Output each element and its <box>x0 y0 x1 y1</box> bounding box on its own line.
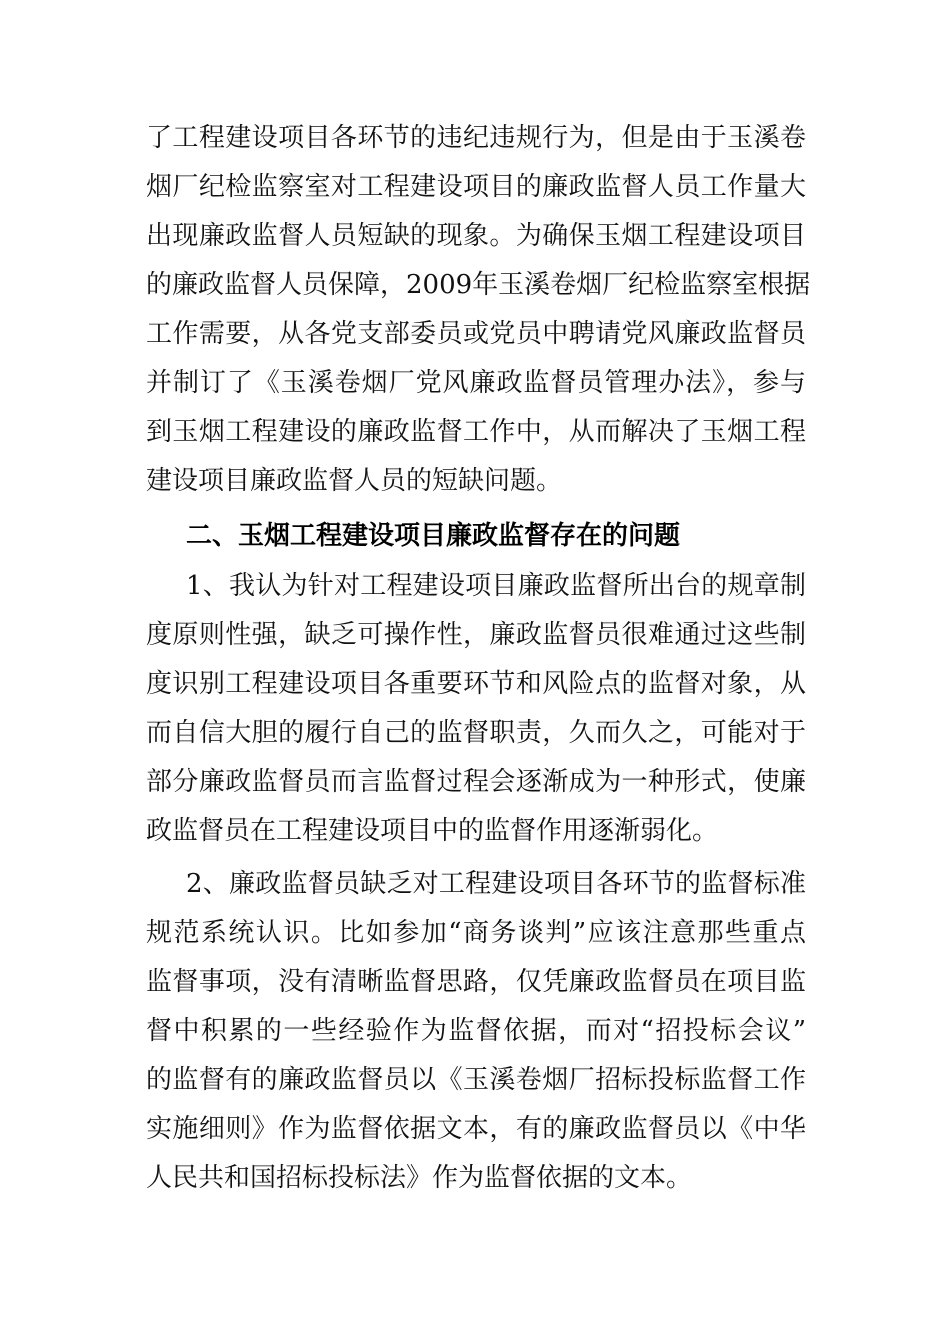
text-line: 出现廉政监督人员短缺的现象。为确保玉烟工程建设项目 <box>146 221 806 251</box>
text-line: 监督事项，没有清晰监督思路，仅凭廉政监督员在项目监 <box>146 967 806 997</box>
text-line: 规范系统认识。比如参加“商务谈判”应该注意那些重点 <box>146 918 806 948</box>
text-line: 的廉政监督人员保障，2009年玉溪卷烟厂纪检监察室根据 <box>146 270 811 300</box>
text-line: 政监督员在工程建设项目中的监督作用逐渐弱化。 <box>146 816 719 846</box>
text-line: 建设项目廉政监督人员的短缺问题。 <box>146 466 563 496</box>
text-line: 度识别工程建设项目各重要环节和风险点的监督对象，从 <box>146 669 806 699</box>
section-heading: 二、玉烟工程建设项目廉政监督存在的问题 <box>186 521 681 551</box>
text-line: 部分廉政监督员而言监督过程会逐渐成为一种形式，使廉 <box>146 767 806 797</box>
text-line: 而自信大胆的履行自己的监督职责，久而久之，可能对于 <box>146 718 806 748</box>
text-line: 人民共和国招标投标法》作为监督依据的文本。 <box>146 1163 693 1193</box>
text-line: 工作需要，从各党支部委员或党员中聘请党风廉政监督员 <box>146 319 806 349</box>
text-line: 并制订了《玉溪卷烟厂党风廉政监督员管理办法》，参与 <box>146 368 806 398</box>
text-line: 烟厂纪检监察室对工程建设项目的廉政监督人员工作量大 <box>146 172 806 202</box>
text-line: 度原则性强，缺乏可操作性，廉政监督员很难通过这些制 <box>146 620 806 650</box>
text-line: 到玉烟工程建设的廉政监督工作中，从而解决了玉烟工程 <box>146 417 806 447</box>
text-line: 2、廉政监督员缺乏对工程建设项目各环节的监督标准 <box>186 869 806 899</box>
text-line: 实施细则》作为监督依据文本，有的廉政监督员以《中华 <box>146 1114 806 1144</box>
text-line: 的监督有的廉政监督员以《玉溪卷烟厂招标投标监督工作 <box>146 1065 806 1095</box>
text-line: 了工程建设项目各环节的违纪违规行为，但是由于玉溪卷 <box>146 123 806 153</box>
text-line: 1、我认为针对工程建设项目廉政监督所出台的规章制 <box>186 571 806 601</box>
text-line: 督中积累的一些经验作为监督依据，而对“招投标会议” <box>146 1016 806 1046</box>
